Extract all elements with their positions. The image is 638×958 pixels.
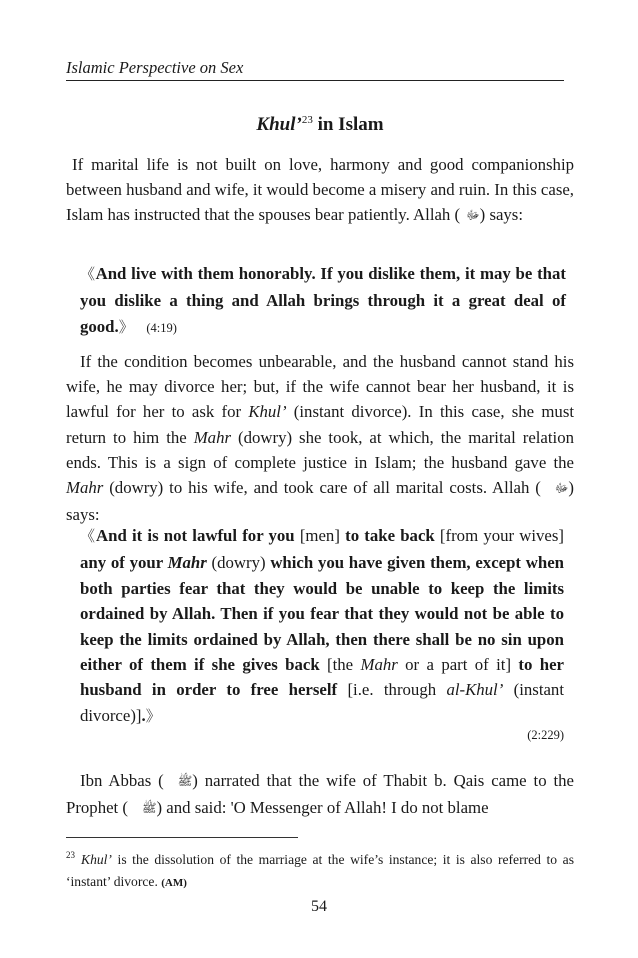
term-mahr: Mahr	[66, 478, 104, 498]
quote-open-bracket: 《	[80, 529, 96, 545]
footnote-tag-open: (	[161, 877, 165, 889]
page-number: 54	[311, 898, 327, 915]
footnote-term: Khul’	[81, 852, 112, 867]
honorific-glyph: ﷻ	[466, 208, 480, 223]
paragraph-2-text: (dowry) she took, at which, the marital relation ends. This is a sign of complete justice in Islam; the husband gave the	[66, 427, 574, 472]
term-al-khul: al-Khul’	[446, 680, 504, 700]
paragraph-3-text: ) and said: 'O Messenger of Allah! I do not blame	[156, 798, 489, 818]
quote-block-2	[80, 523, 564, 730]
paragraph-3	[66, 768, 574, 822]
paragraph-1-after: ) says:	[479, 205, 524, 225]
paragraph-2-text: ) says:	[66, 478, 574, 525]
paragraph-1	[66, 152, 574, 230]
footnote-text: is the dissolution of the marriage at the wife’s instance; it is also referred to as ‘instant’ divorce.	[66, 852, 574, 889]
paragraph-2	[66, 349, 574, 527]
quote-2-insert: [men]	[294, 526, 346, 545]
quote-2-bold: to take back	[345, 526, 435, 545]
honorific-glyph: ﷺ	[177, 774, 193, 788]
paragraph-2-text: (dowry) to his wife, and took care of all marital costs. Allah (	[103, 478, 541, 498]
quote-2-insert: [the	[319, 655, 361, 675]
footnote-marker[interactable]: 23	[301, 114, 313, 126]
title-term: Khul’	[256, 114, 302, 135]
term-mahr: Mahr	[167, 553, 207, 573]
term-mahr: Mahr	[360, 655, 398, 675]
term-khul: Khul’	[248, 402, 287, 422]
footnote-tag: AM	[164, 877, 184, 889]
quote-2-insert: (instant divorce)]	[80, 680, 564, 725]
quote-2-reference: (2:229)	[527, 728, 564, 742]
footnote-tag-close: )	[183, 877, 187, 889]
term-mahr: Mahr	[193, 427, 231, 447]
footnote	[66, 849, 574, 894]
quote-2-bold: And it is not lawful for you	[96, 526, 295, 545]
quote-block-1	[80, 261, 566, 341]
quote-2-bold: which you have given them, except when both parties fear that they would be unable to keep the limits ordained by Allah. Then if you fear that they would not be able to keep the limits ordained by Allah, then there shall be no sin upon either of them if she gives back	[80, 553, 564, 675]
running-header: Islamic Perspective on Sex	[66, 58, 564, 81]
section-title	[66, 113, 574, 137]
quote-2-insert: or a part of it]	[397, 655, 519, 675]
paragraph-2-text: (instant divorce). In this case, she must return to him the	[66, 402, 575, 447]
title-rest: in Islam	[312, 114, 384, 135]
footnote-number: 23	[66, 850, 75, 860]
paragraph-1-text: If marital life is not built on love, harmony and good companionship between husband and wife, it would become a misery and ruin. In this case, Islam has instructed that the spouses bear patiently. Allah (	[66, 155, 574, 225]
paragraph-2-text: If the condition becomes unbearable, and the husband cannot stand his wife, he may divorce her; but, if the wife cannot bear her husband, it is lawful for her to ask for	[66, 352, 574, 422]
quote-close-bracket: 》	[145, 708, 161, 725]
quote-open-bracket: 《	[80, 267, 96, 283]
quote-2-insert: (dowry)	[206, 553, 271, 573]
quote-close-bracket: 》	[118, 319, 134, 336]
quote-1-text: And live with them honorably. If you dislike them, it may be that you dislike a thing and Allah brings through it a great deal of good.	[80, 264, 566, 336]
paragraph-3-text: Ibn Abbas (	[80, 771, 164, 790]
quote-2-bold: to her husband in order to free herself	[80, 655, 564, 700]
quote-2-bold: .	[141, 705, 146, 725]
quote-2-insert: [from your wives]	[434, 526, 564, 545]
honorific-glyph: ﷻ	[554, 481, 569, 496]
quote-2-bold: any of your	[80, 553, 168, 573]
footnote-divider	[66, 837, 298, 838]
paragraph-3-text: ) narrated that the wife of Thabit b. Qais came to the Prophet (	[66, 771, 574, 818]
honorific-glyph: ﷺ	[142, 801, 157, 816]
quote-2-insert: [i.e. through	[337, 680, 447, 700]
quote-1-reference: (4:19)	[146, 320, 177, 335]
